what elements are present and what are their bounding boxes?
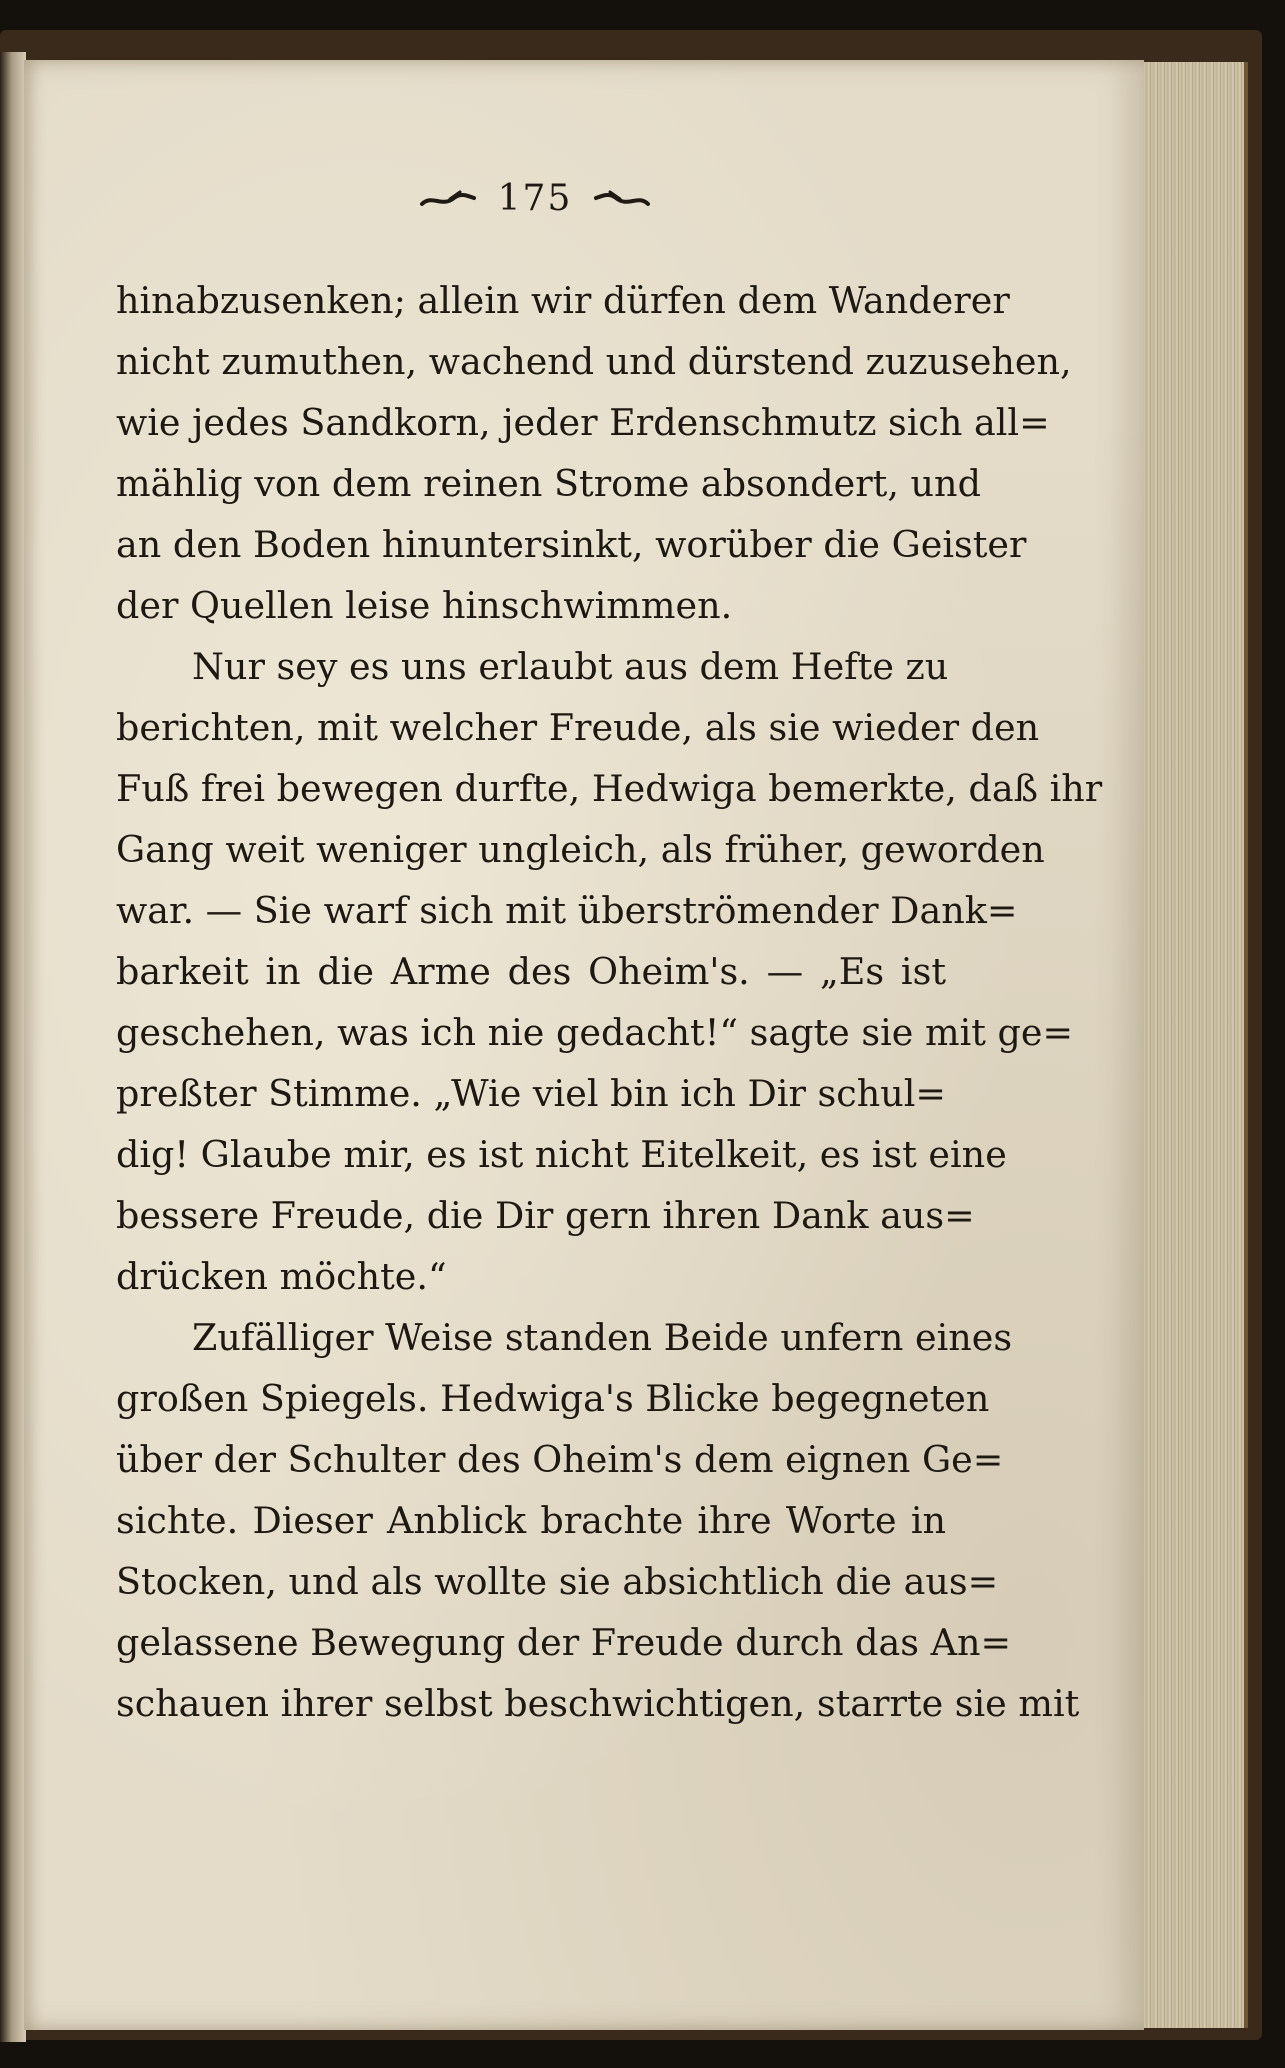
previous-page-edge (0, 52, 26, 2042)
text-line: mählig von dem reinen Strome absondert, und (116, 462, 981, 505)
text-line: nicht zumuthen, wachend und dürstend zuzusehen, (116, 340, 1072, 383)
text-line: Nur sey es uns erlaubt aus dem Hefte zu (192, 645, 949, 688)
text-line: dig! Glaube mir, es ist nicht Eitelkeit, es ist eine (116, 1133, 1007, 1176)
text-line: schauen ihrer selbst beschwichtigen, starrte sie mit (116, 1682, 1080, 1725)
text-line: der Quellen leise hinschwimmen. (116, 584, 733, 627)
text-line: preßter Stimme. „Wie viel bin ich Dir schul= (116, 1072, 946, 1115)
page-number: 175 (497, 177, 573, 219)
text-line: Fuß frei bewegen durfte, Hedwiga bemerkte, daß ihr (116, 767, 1103, 810)
text-line: über der Schulter des Oheim's dem eignen Ge= (116, 1438, 1004, 1481)
left-flourish-icon (420, 186, 476, 210)
text-line: drücken möchte.“ (116, 1255, 447, 1298)
text-line: hinabzusenken; allein wir dürfen dem Wanderer (116, 279, 1010, 322)
text-line: wie jedes Sandkorn, jeder Erdenschmutz sich all= (116, 401, 1050, 444)
body-text (116, 270, 1103, 1734)
text-line: Zufälliger Weise standen Beide unfern eines (192, 1316, 1013, 1359)
text-line: Gang weit weniger ungleich, als früher, geworden (116, 828, 1045, 871)
text-line: an den Boden hinuntersinkt, worüber die Geister (116, 523, 1027, 566)
page-header (400, 168, 670, 228)
text-line: geschehen, was ich nie gedacht!“ sagte sie mit ge= (116, 1011, 1074, 1054)
text-line: Stocken, und als wollte sie absichtlich die aus= (116, 1560, 999, 1603)
page-fore-edge (1144, 62, 1248, 2028)
text-line: barkeit in die Arme des Oheim's. — „Es ist (116, 950, 946, 993)
text-line: berichten, mit welcher Freude, als sie wieder den (116, 706, 1040, 749)
text-line: war. — Sie warf sich mit überströmender Dank= (116, 889, 1018, 932)
text-line: großen Spiegels. Hedwiga's Blicke begegneten (116, 1377, 990, 1420)
text-line: gelassene Bewegung der Freude durch das An= (116, 1621, 1012, 1664)
text-line: sichte. Dieser Anblick brachte ihre Worte in (116, 1499, 946, 1542)
text-line: bessere Freude, die Dir gern ihren Dank aus= (116, 1194, 975, 1237)
right-flourish-icon (594, 186, 650, 210)
